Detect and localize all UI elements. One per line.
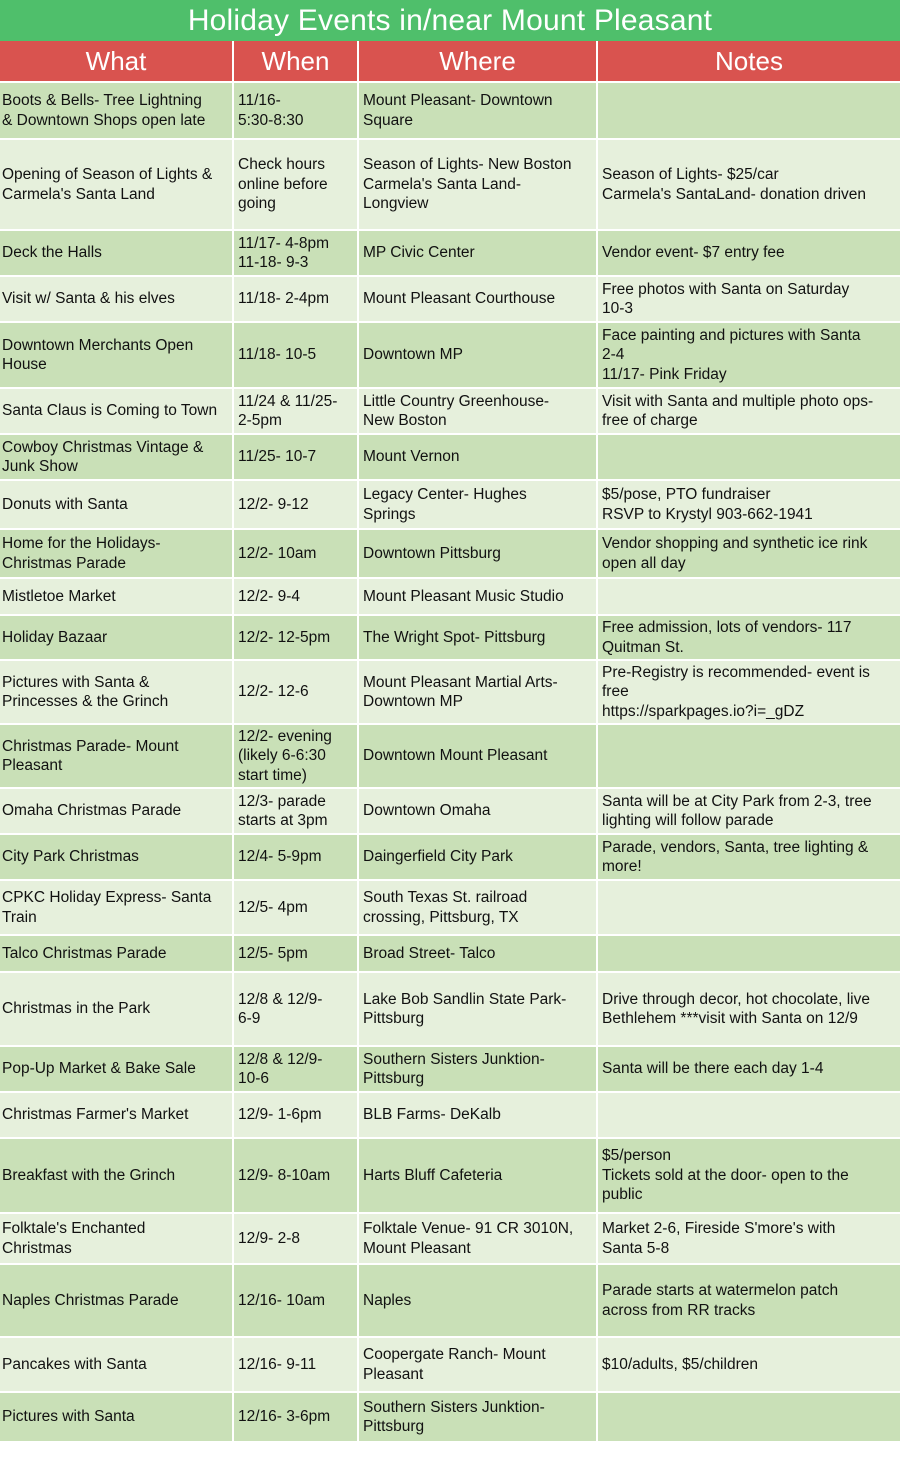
table-row	[0, 139, 900, 230]
column-header-when: When	[233, 41, 358, 82]
cell-what: Breakfast with the Grinch	[0, 1138, 233, 1213]
cell-where: Mount Pleasant Music Studio	[358, 578, 597, 615]
table-row	[0, 276, 900, 322]
table-row	[0, 82, 900, 139]
cell-where: Broad Street- Talco	[358, 935, 597, 972]
cell-what: Pancakes with Santa	[0, 1337, 233, 1392]
cell-where: The Wright Spot- Pittsburg	[358, 615, 597, 660]
cell-where: Mount Pleasant- Downtown Square	[358, 82, 597, 139]
cell-when: 12/2- 9-4	[233, 578, 358, 615]
cell-where: Mount Pleasant Martial Arts- Downtown MP	[358, 660, 597, 724]
cell-what: City Park Christmas	[0, 834, 233, 880]
cell-notes	[597, 880, 900, 935]
table-row	[0, 724, 900, 788]
table-row	[0, 1138, 900, 1213]
cell-what: Talco Christmas Parade	[0, 935, 233, 972]
cell-when: 11/18- 10-5	[233, 322, 358, 388]
cell-when: 12/2- evening (likely 6-6:30 start time)	[233, 724, 358, 788]
cell-what: Visit w/ Santa & his elves	[0, 276, 233, 322]
cell-notes: Drive through decor, hot chocolate, live Bethlehem ***visit with Santa on 12/9	[597, 972, 900, 1046]
cell-notes: Free photos with Santa on Saturday 10-3	[597, 276, 900, 322]
table-row	[0, 1213, 900, 1264]
table-row	[0, 935, 900, 972]
cell-when: 12/2- 9-12	[233, 480, 358, 529]
cell-where: Southern Sisters Junktion- Pittsburg	[358, 1392, 597, 1441]
cell-when: Check hours online before going	[233, 139, 358, 230]
cell-when: 12/16- 3-6pm	[233, 1392, 358, 1441]
cell-what: Mistletoe Market	[0, 578, 233, 615]
cell-where: BLB Farms- DeKalb	[358, 1092, 597, 1138]
column-header-where: Where	[358, 41, 597, 82]
cell-when: 11/16- 5:30-8:30	[233, 82, 358, 139]
cell-what: Pictures with Santa & Princesses & the Grinch	[0, 660, 233, 724]
cell-where: South Texas St. railroad crossing, Pittsburg, TX	[358, 880, 597, 935]
cell-when: 12/2- 10am	[233, 529, 358, 578]
cell-what: Pictures with Santa	[0, 1392, 233, 1441]
cell-notes: Pre-Registry is recommended- event is free https://sparkpages.io?i=_gDZ	[597, 660, 900, 724]
cell-notes: Face painting and pictures with Santa 2-4 11/17- Pink Friday	[597, 322, 900, 388]
cell-when: 12/3- parade starts at 3pm	[233, 788, 358, 834]
cell-notes: $5/pose, PTO fundraiser RSVP to Krystyl 903-662-1941	[597, 480, 900, 529]
cell-where: Downtown Pittsburg	[358, 529, 597, 578]
table-row	[0, 1337, 900, 1392]
table-row	[0, 1092, 900, 1138]
cell-what: Deck the Halls	[0, 230, 233, 276]
cell-where: Mount Pleasant Courthouse	[358, 276, 597, 322]
cell-when: 11/18- 2-4pm	[233, 276, 358, 322]
table-row	[0, 615, 900, 660]
column-header-notes: Notes	[597, 41, 900, 82]
cell-notes: Visit with Santa and multiple photo ops- free of charge	[597, 388, 900, 434]
cell-what: Naples Christmas Parade	[0, 1264, 233, 1337]
cell-where: Southern Sisters Junktion- Pittsburg	[358, 1046, 597, 1092]
table-row	[0, 578, 900, 615]
cell-notes: Parade starts at watermelon patch across from RR tracks	[597, 1264, 900, 1337]
cell-what: Pop-Up Market & Bake Sale	[0, 1046, 233, 1092]
cell-what: Opening of Season of Lights & Carmela's Santa Land	[0, 139, 233, 230]
cell-where: Mount Vernon	[358, 434, 597, 480]
table-row	[0, 230, 900, 276]
cell-what: Folktale's Enchanted Christmas	[0, 1213, 233, 1264]
events-table	[0, 41, 900, 1441]
table-row	[0, 880, 900, 935]
cell-what: Downtown Merchants Open House	[0, 322, 233, 388]
cell-when: 12/5- 5pm	[233, 935, 358, 972]
cell-when: 12/8 & 12/9- 6-9	[233, 972, 358, 1046]
cell-what: Holiday Bazaar	[0, 615, 233, 660]
cell-notes: Vendor event- $7 entry fee	[597, 230, 900, 276]
cell-notes: $5/person Tickets sold at the door- open to the public	[597, 1138, 900, 1213]
header-row	[0, 41, 900, 82]
page-title: Holiday Events in/near Mount Pleasant	[0, 0, 900, 41]
cell-when: 12/4- 5-9pm	[233, 834, 358, 880]
cell-when: 12/16- 9-11	[233, 1337, 358, 1392]
cell-notes	[597, 935, 900, 972]
cell-what: Omaha Christmas Parade	[0, 788, 233, 834]
table-row	[0, 660, 900, 724]
cell-notes: Season of Lights- $25/car Carmela's SantaLand- donation driven	[597, 139, 900, 230]
cell-when: 12/2- 12-6	[233, 660, 358, 724]
table-row	[0, 972, 900, 1046]
cell-when: 12/9- 2-8	[233, 1213, 358, 1264]
cell-what: Boots & Bells- Tree Lightning & Downtown Shops open late	[0, 82, 233, 139]
table-row	[0, 322, 900, 388]
table-row	[0, 529, 900, 578]
cell-where: MP Civic Center	[358, 230, 597, 276]
cell-where: Lake Bob Sandlin State Park- Pittsburg	[358, 972, 597, 1046]
cell-notes: $10/adults, $5/children	[597, 1337, 900, 1392]
table-row	[0, 480, 900, 529]
cell-where: Coopergate Ranch- Mount Pleasant	[358, 1337, 597, 1392]
cell-where: Little Country Greenhouse- New Boston	[358, 388, 597, 434]
cell-what: Christmas Parade- Mount Pleasant	[0, 724, 233, 788]
table-row	[0, 1046, 900, 1092]
cell-notes	[597, 434, 900, 480]
cell-notes	[597, 1092, 900, 1138]
cell-where: Legacy Center- Hughes Springs	[358, 480, 597, 529]
cell-notes: Free admission, lots of vendors- 117 Quitman St.	[597, 615, 900, 660]
cell-where: Downtown Omaha	[358, 788, 597, 834]
cell-notes	[597, 1392, 900, 1441]
cell-when: 12/5- 4pm	[233, 880, 358, 935]
cell-when: 12/9- 1-6pm	[233, 1092, 358, 1138]
cell-where: Season of Lights- New Boston Carmela's Santa Land- Longview	[358, 139, 597, 230]
cell-what: Donuts with Santa	[0, 480, 233, 529]
cell-notes: Santa will be at City Park from 2-3, tree lighting will follow parade	[597, 788, 900, 834]
cell-where: Folktale Venue- 91 CR 3010N, Mount Pleasant	[358, 1213, 597, 1264]
cell-what: Home for the Holidays- Christmas Parade	[0, 529, 233, 578]
table-row	[0, 834, 900, 880]
cell-where: Naples	[358, 1264, 597, 1337]
cell-where: Downtown Mount Pleasant	[358, 724, 597, 788]
cell-when: 12/9- 8-10am	[233, 1138, 358, 1213]
cell-when: 11/17- 4-8pm 11-18- 9-3	[233, 230, 358, 276]
cell-what: Cowboy Christmas Vintage & Junk Show	[0, 434, 233, 480]
table-row	[0, 1264, 900, 1337]
cell-what: Christmas Farmer's Market	[0, 1092, 233, 1138]
cell-where: Harts Bluff Cafeteria	[358, 1138, 597, 1213]
cell-notes: Vendor shopping and synthetic ice rink open all day	[597, 529, 900, 578]
table-row	[0, 1392, 900, 1441]
cell-when: 12/8 & 12/9- 10-6	[233, 1046, 358, 1092]
cell-notes: Santa will be there each day 1-4	[597, 1046, 900, 1092]
cell-notes	[597, 724, 900, 788]
cell-when: 12/2- 12-5pm	[233, 615, 358, 660]
cell-notes: Parade, vendors, Santa, tree lighting & more!	[597, 834, 900, 880]
cell-notes	[597, 82, 900, 139]
cell-where: Daingerfield City Park	[358, 834, 597, 880]
table-row	[0, 788, 900, 834]
cell-where: Downtown MP	[358, 322, 597, 388]
table-row	[0, 388, 900, 434]
cell-when: 12/16- 10am	[233, 1264, 358, 1337]
cell-what: CPKC Holiday Express- Santa Train	[0, 880, 233, 935]
cell-notes: Market 2-6, Fireside S'more's with Santa 5-8	[597, 1213, 900, 1264]
table-row	[0, 434, 900, 480]
cell-what: Christmas in the Park	[0, 972, 233, 1046]
cell-when: 11/25- 10-7	[233, 434, 358, 480]
cell-notes	[597, 578, 900, 615]
cell-when: 11/24 & 11/25- 2-5pm	[233, 388, 358, 434]
column-header-what: What	[0, 41, 233, 82]
cell-what: Santa Claus is Coming to Town	[0, 388, 233, 434]
